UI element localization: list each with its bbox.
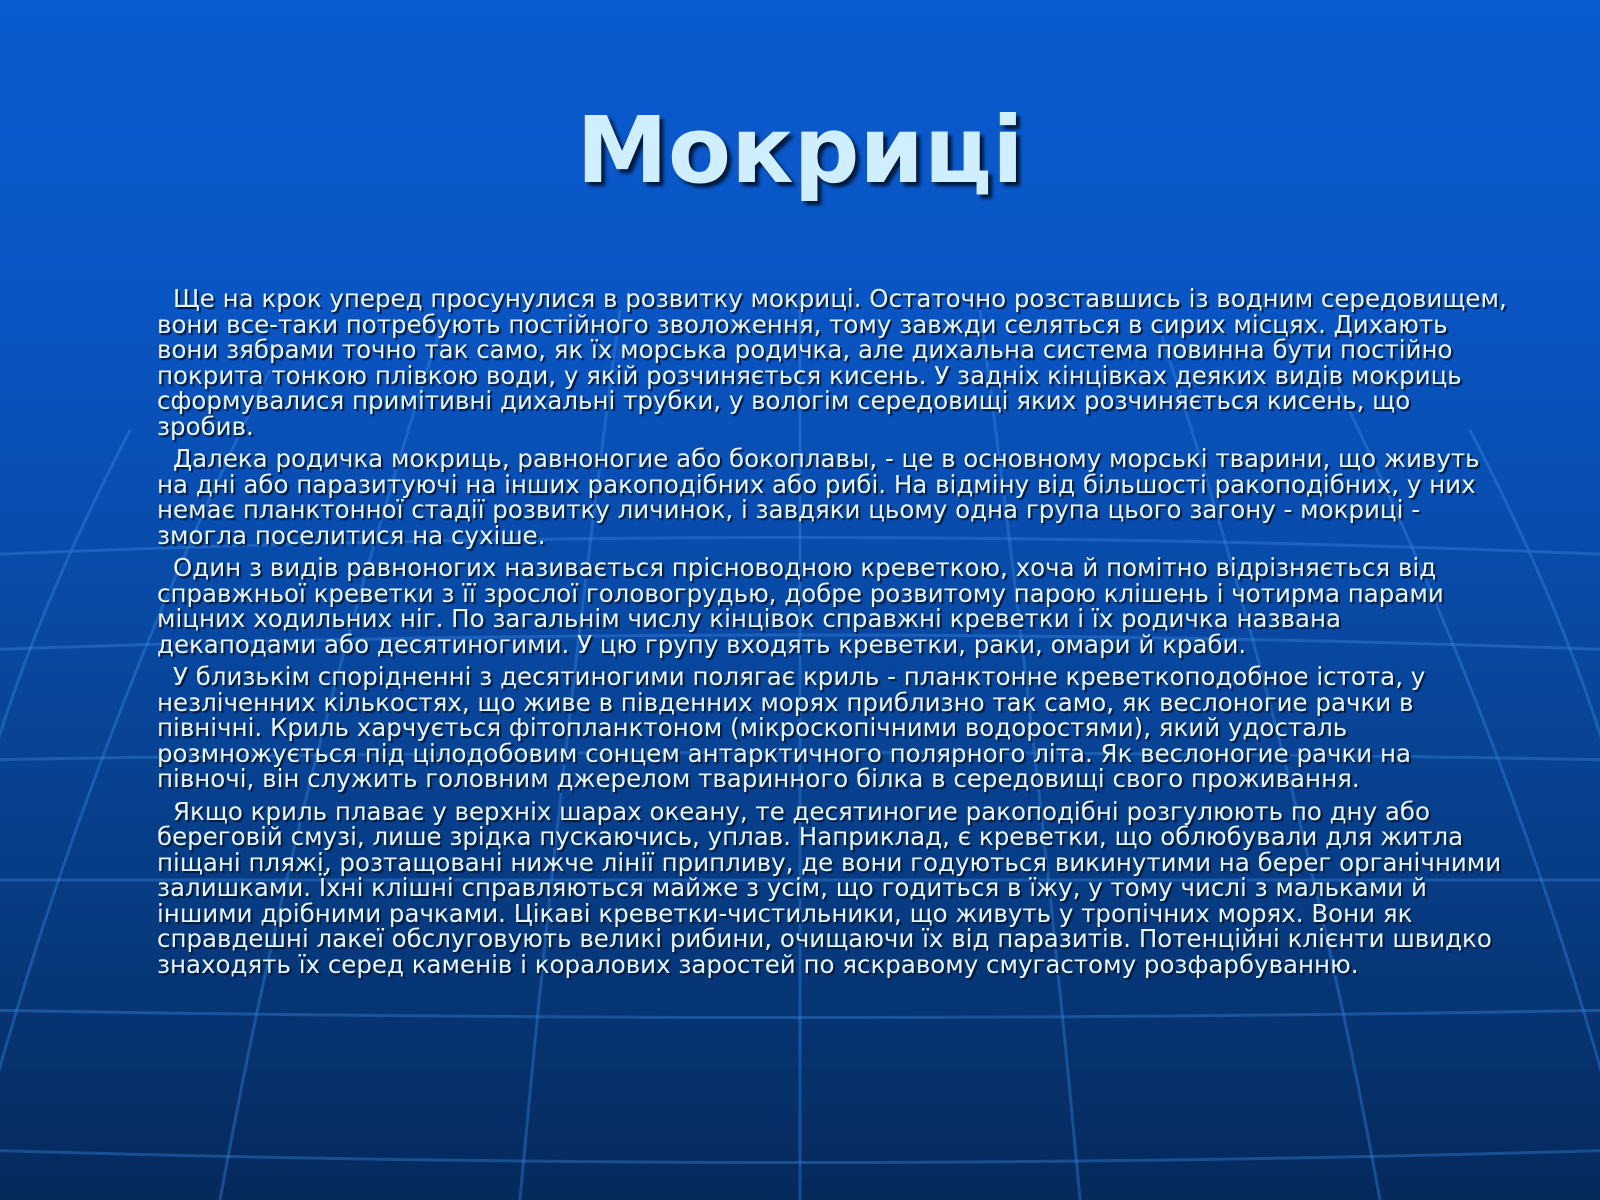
- slide-title: Мокриці: [576, 97, 1024, 204]
- paragraph: Ще на крок уперед просунулися в розвитку мокриці. Остаточно розставшись із водним середовищем, вони все-таки потребують постійного зволоження, тому завжди селяться в сирих місцях. Дихають вони зябрами точно так само, як їх морська родичка, але дихальна система повинна бути постійно покрита тонкою плівкою води, у якій розчиняється кисень. У задніх кінцівках деяких видів мокриць сформувалися примітивні дихальні трубки, у вологім середовищі яких розчиняється кисень, що зробив.: [157, 284, 1507, 441]
- paragraph: Якщо криль плаває у верхніх шарах океану, те десятиногие ракоподібні розгулюють по дну або береговій смузі, лише зрідка пускаючись, уплав. Наприклад, є креветки, що облюбували для житла піщані пляжі, розтащовані нижче лінії припливу, де вони годуються викинутими на берег органічними залишками. Їхні клішні справляються майже з усім, що годиться в їжу, у тому числі з мальками й іншими дрібними рачками. Цікаві креветки-чистильники, що живуть у тропічних морях. Вони як справдешні лакеї обслуговують великі рибини, очищаючи їх від паразитів. Потенційні клієнти швидко знаходять їх серед каменів і коралових заростей по яскравому смугастому розфарбуванню.: [157, 796, 1502, 979]
- slide-body: [157, 286, 1507, 984]
- paragraph: У близькім спорідненні з десятиногими полягає криль - планктонне креветкоподобное істота, у незліченних кількостях, що живе в південних морях приблизно так само, як веслоногие рачки в північні. Криль харчується фітопланктоном (мікроскопічними водоростями), який удосталь розмножується під цілодобовим сонцем антарктичного полярного літа. Як веслоногие рачки на півночі, він служить головним джерелом тваринного білка в середовищі свого проживання.: [157, 662, 1426, 793]
- globe-latitude-line: [0, 1150, 1600, 1163]
- paragraph: Далека родичка мокриць, равноногие або бокоплавы, - це в основному морські тварини, що живуть на дні або паразитуючі на інших ракоподібних або рибі. На відміну від більшості ракоподібних, у них немає планктонної стадії розвитку личинок, і завдяки цьому одна група цього загону - мокриці - змогла поселитися на сухіше.: [157, 444, 1480, 550]
- paragraph: Один з видів равноногих називається прісноводною креветкою, хоча й помітно відрізняється від справжньої креветки з її зрослої головогрудью, добре розвитому парою клішень і чотирма парами міцних ходильних ніг. По загальнім числу кінцівок справжні креветки і їх родичка названа декаподами або десятиногими. У цю групу входять креветки, раки, омари й краби.: [157, 553, 1444, 659]
- globe-longitude-line: [0, 430, 130, 900]
- globe-latitude-line: [0, 1010, 1600, 1018]
